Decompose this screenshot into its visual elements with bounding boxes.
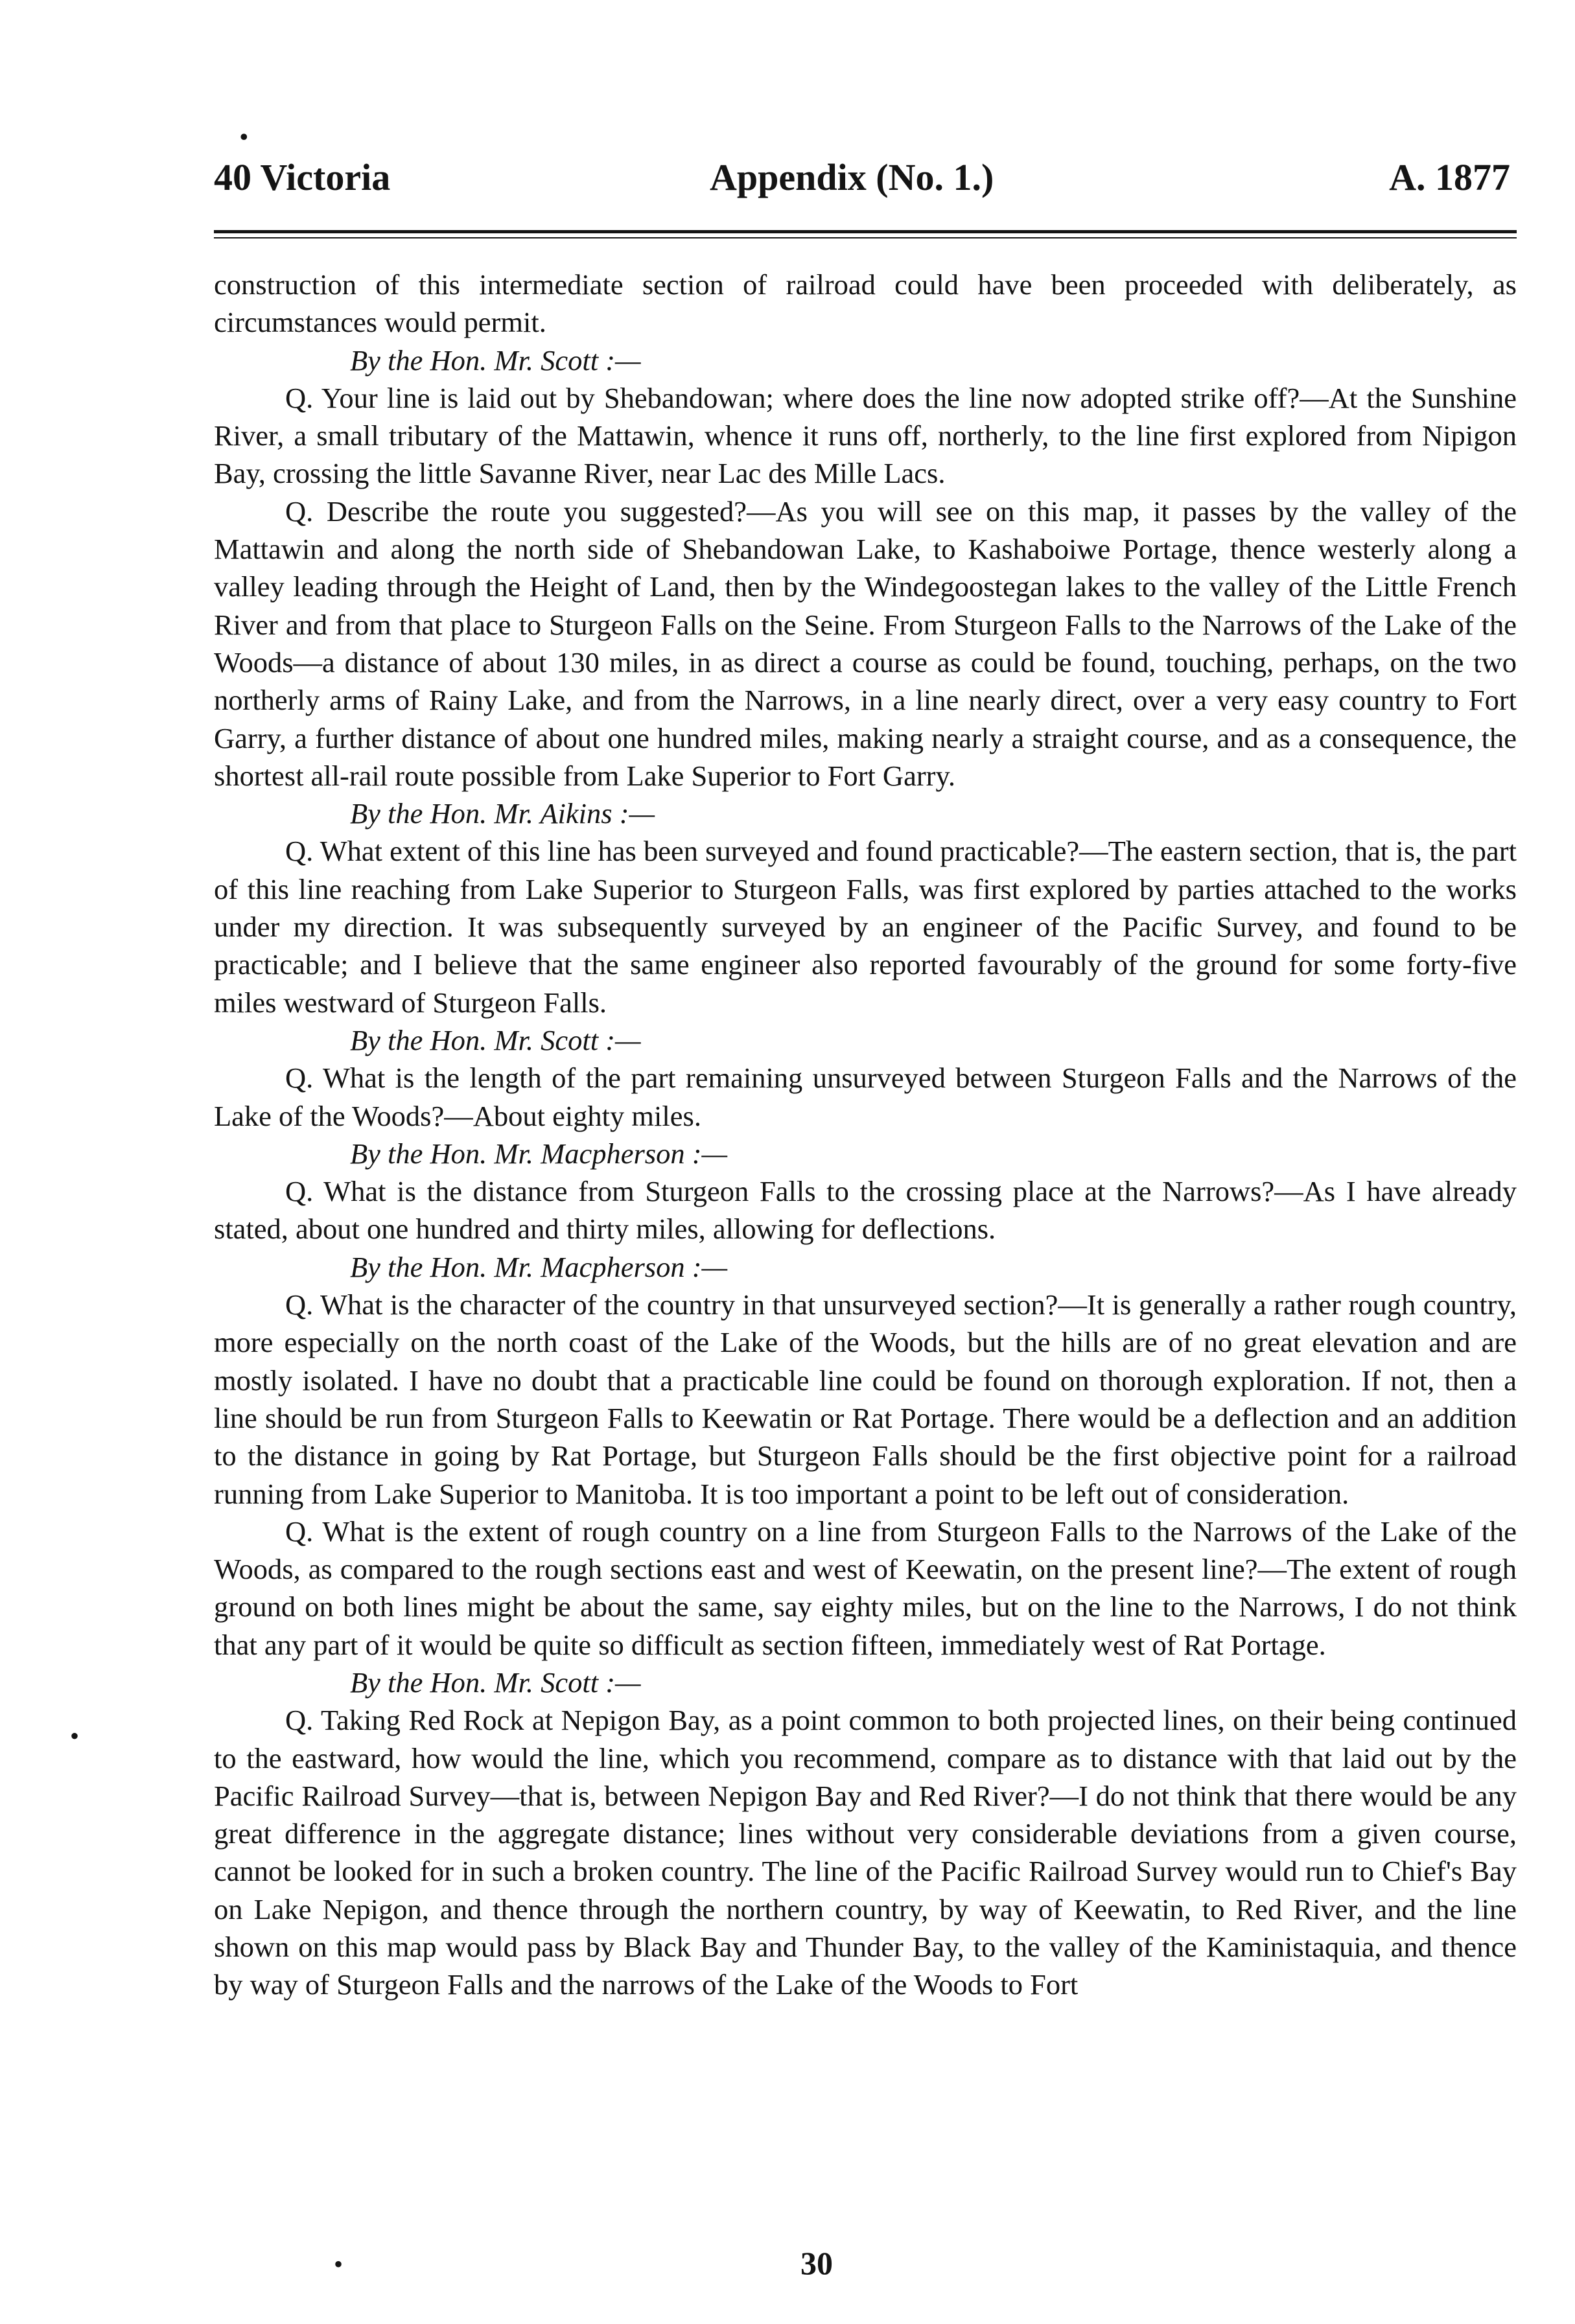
speaker-line: By the Hon. Mr. Scott :— — [350, 343, 641, 377]
question-paragraph: Q. What is the character of the country in that unsurveyed section?—It is generally a rather rough country, more especially on the north coast of the Lake of the Woods, but the hills are of no great elevation and are mostly isolated. I have no doubt that a practicable line could be found on thorough exploration. If not, then a line should be run from Sturgeon Falls to Keewatin or Rat Portage. There would be a deflection and an addition to the distance in going by Rat Portage, but Sturgeon Falls should be the first objective point for a railroad running from Lake Superior to Manitoba. It is too important a point to be left out of consideration. — [214, 1288, 1517, 1510]
header-year: A. 1877 — [1389, 156, 1510, 198]
question-paragraph: Q. What is the distance from Sturgeon Falls to the crossing place at the Narrows?—As I have already stated, about one hundred and thirty miles, allowing for deflections. — [214, 1175, 1517, 1246]
header-rule — [214, 230, 1517, 233]
question-paragraph: Q. Your line is laid out by Shebandowan; where does the line now adopted strike off?—At the Sunshine River, a small tributary of the Mattawin, whence it runs off, northerly, to the line first explored from Nipigon Bay, crossing the little Savanne River, near Lac des Mille Lacs. — [214, 381, 1517, 490]
question-paragraph: Q. What is the length of the part remaining unsurveyed between Sturgeon Falls and the Narrows of the Lake of the Woods?—About eighty miles. — [214, 1062, 1517, 1132]
margin-mark: • — [240, 124, 248, 150]
page-body — [214, 266, 1517, 2004]
question-paragraph: Q. Describe the route you suggested?—As you will see on this map, it passes by the valley of the Mattawin and along the north side of Shebandowan Lake, to Kashaboiwe Portage, thence westerly along a valley leading through the Height of Land, then by the Windegoostegan lakes to the valley of the Little French River and from that place to Sturgeon Falls on the Seine. From Sturgeon Falls to the Narrows of the Lake of the Woods—a distance of about 130 miles, in as direct a course as could be found, touching, perhaps, on the two northerly arms of Rainy Lake, and from the Narrows, in a line nearly direct, over a very easy country to Fort Garry, a further distance of about one hundred miles, making nearly a straight course, and as a consequence, the shortest all-rail route possible from Lake Superior to Fort Garry. — [214, 494, 1517, 792]
speaker-line: By the Hon. Mr. Scott :— — [350, 1666, 641, 1699]
speaker-line: By the Hon. Mr. Scott :— — [350, 1023, 641, 1056]
speaker-line: By the Hon. Mr. Macpherson :— — [350, 1250, 728, 1283]
question-paragraph: Q. Taking Red Rock at Nepigon Bay, as a point common to both projected lines, on their being continued to the eastward, how would the line, which you recommend, compare as to distance with that laid out by the Pacific Railroad Survey—that is, between Nepigon Bay and Red River?—I do not think that there would be any great difference in the aggregate distance; lines without very considerable deviations from a given course, cannot be looked for in such a broken country. The line of the Pacific Railroad Survey would run to Chief's Bay on Lake Nepigon, and thence through the northern country, by way of Keewatin, to Red River, and the line shown on this map would pass by Black Bay and Thunder Bay, to the valley of the Kaministaquia, and thence by way of Sturgeon Falls and the narrows of the Lake of the Woods to Fort — [214, 1704, 1517, 2001]
question-paragraph: Q. What extent of this line has been surveyed and found practicable?—The eastern section, that is, the part of this line reaching from Lake Superior to Sturgeon Falls, was first explored by parties attached to the works under my direction. It was subsequently surveyed by an engineer of the Pacific Survey, and found to be practicable; and I believe that the same engineer also reported favourably of the ground for some forty-five miles westward of Sturgeon Falls. — [214, 835, 1517, 1019]
header-session: 40 Victoria — [214, 156, 391, 198]
speaker-line: By the Hon. Mr. Macpherson :— — [350, 1137, 728, 1170]
page-number: 30 — [800, 2245, 833, 2281]
margin-mark: • — [334, 2249, 344, 2279]
question-paragraph: Q. What is the extent of rough country on a line from Sturgeon Falls to the Narrows of the Lake of the Woods, as compared to the rough sections east and west of Keewatin, on the present line?—The extent of rough ground on both lines might be about the same, say eighty miles, but on the line to the Narrows, I do not think that any part of it would be quite so difficult as section fifteen, immediately west of Rat Portage. — [214, 1515, 1517, 1661]
speaker-line: By the Hon. Mr. Aikins :— — [350, 797, 655, 830]
header-appendix: Appendix (No. 1.) — [710, 156, 994, 198]
header-rule-thin — [214, 237, 1517, 238]
margin-mark: • — [70, 1721, 80, 1750]
page-header — [214, 156, 1510, 207]
paragraph: construction of this intermediate section of railroad could have been proceeded with deliberately, as circumstances would permit. — [214, 268, 1517, 339]
